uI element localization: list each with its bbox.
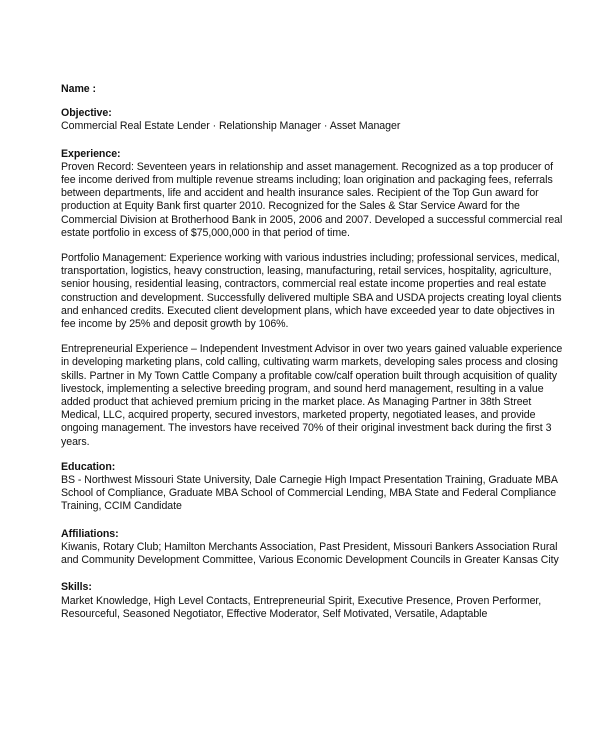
paragraph-line: added product that achieved premium pricing in the market place. As Managing Partner in 38th Street (61, 396, 532, 409)
skills-heading: Skills: (61, 581, 92, 594)
experience-paragraph-portfolio-management (61, 252, 560, 331)
paragraph-line: livestock, implementing a selective breeding program, and sound herd management, resulting in a value (61, 382, 544, 395)
paragraph-line: fee income by 25% and deposit growth by 106%. (61, 318, 289, 331)
name-label: Name : (61, 83, 97, 95)
paragraph-line: years. (61, 435, 90, 448)
affiliations-section (61, 528, 560, 568)
paragraph-line: senior housing, residential leasing, contractors, commercial real estate income properties and real estate (61, 278, 547, 291)
objective-section (61, 107, 560, 133)
education-heading: Education: (61, 460, 116, 473)
name-section (61, 83, 560, 96)
paragraph-line: and enhanced credits. Executed client development plans, which have exceeded year to date objectives in (61, 304, 555, 317)
paragraph-line: construction and development. Successfully delivered multiple SBA and USDA projects creating loyal clients (61, 291, 562, 304)
affiliations-line: and Community Development Committee, Various Economic Development Councils in Greater Kansas City (61, 554, 559, 567)
education-section (61, 461, 560, 514)
objective-heading: Objective: (61, 107, 112, 120)
paragraph-line: between departments, life and accident and health insurance sales. Recipient of the Top Gun award for (61, 187, 539, 200)
affiliations-heading: Affiliations: (61, 527, 119, 540)
paragraph-line: Portfolio Management: Experience working with various industries including; professional services, medical, (61, 252, 560, 265)
skills-section (61, 581, 560, 621)
skills-line: Market Knowledge, High Level Contacts, Entrepreneurial Spirit, Executive Presence, Proven Performer, (61, 594, 542, 607)
paragraph-line: Commercial Division at Brotherhood Bank in 2005, 2006 and 2007. Developed a successful commercial real (61, 213, 563, 226)
education-line: School of Compliance, Graduate MBA School of Commercial Lending, MBA State and Federal Compliance (61, 487, 557, 500)
paragraph-line: estate portfolio in excess of $75,000,000 in that period of time. (61, 226, 350, 239)
paragraph-line: skills. Partner in My Town Cattle Company a profitable cow/calf operation built through acquisition of quality (61, 369, 557, 382)
paragraph-line: Proven Record: Seventeen years in relationship and asset management. Recognized as a top producer of (61, 160, 554, 173)
experience-section (61, 147, 563, 449)
paragraph-line: ongoing management. The investors have received 70% of their original investment back during the first 3 (61, 422, 552, 435)
experience-paragraph-proven-record (61, 160, 563, 240)
education-line: Training, CCIM Candidate (61, 500, 182, 513)
paragraph-line: fee income derived from multiple revenue streams including; loan origination and packaging fees, referrals (61, 174, 553, 187)
skills-line: Resourceful, Seasoned Negotiator, Effective Moderator, Self Motivated, Versatile, Adaptable (61, 607, 488, 620)
paragraph-line: Medical, LLC, acquired property, secured investors, marketed property, negotiated leases, and provide (61, 409, 536, 422)
experience-paragraph-entrepreneurial (61, 343, 563, 449)
experience-heading: Experience: (61, 147, 121, 160)
paragraph-line: Entrepreneurial Experience – Independent Investment Advisor in over two years gained valuable experience (61, 343, 563, 356)
objective-line: Commercial Real Estate Lender · Relationship Manager · Asset Manager (61, 120, 401, 133)
education-line: BS - Northwest Missouri State University, Dale Carnegie High Impact Presentation Training, Graduate MBA (61, 474, 558, 487)
paragraph-line: production at Equity Bank first quarter 2010. Recognized for the Sales & Star Service Award for the (61, 200, 520, 213)
affiliations-line: Kiwanis, Rotary Club; Hamilton Merchants Association, Past President, Missouri Bankers Association Rural (61, 540, 558, 553)
paragraph-line: in developing marketing plans, cold calling, cultivating warm markets, developing sales process and closing (61, 356, 558, 369)
paragraph-line: transportation, logistics, heavy construction, leasing, manufacturing, retail services, hospitality, agriculture, (61, 265, 552, 278)
